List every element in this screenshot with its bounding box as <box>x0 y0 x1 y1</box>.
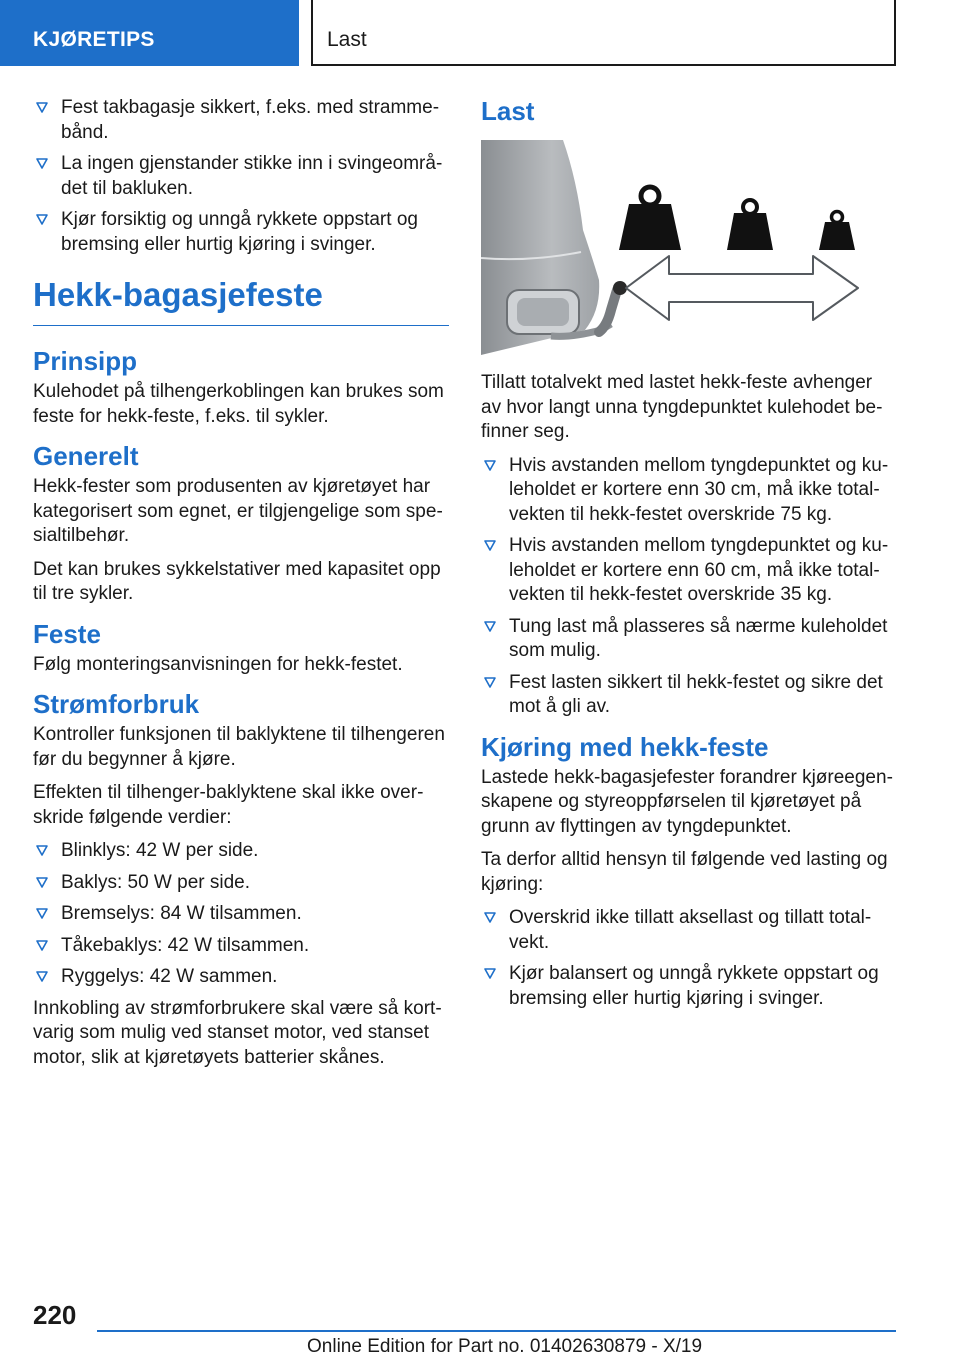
feste-heading: Feste <box>33 618 101 649</box>
stromforbruk-heading: Strømforbruk <box>33 689 200 719</box>
list-item: Overskrid ikke tillatt aksellast og tillatt totalvekt. <box>481 906 897 955</box>
feste-text: Følg monteringsanvisningen for hekk-festet. <box>33 653 403 675</box>
triangle-bullet-icon <box>35 153 49 175</box>
footer-divider <box>97 1330 896 1332</box>
list-item: Ryggelys: 42 W sammen. <box>33 965 449 990</box>
tow-ball <box>613 281 627 295</box>
prinsipp-text: Kulehodet på tilhengerkoblingen kan brukes som feste for hekk-feste, f.eks. til sykler. <box>33 381 444 427</box>
weight-large-icon <box>619 187 681 250</box>
triangle-bullet-icon <box>483 963 497 985</box>
last-text: Tillatt totalvekt med lastet hekk-feste avhenger av hvor langt unna tyngdepunktet kulehodet befinner seg. <box>481 372 883 442</box>
list-item: Hvis avstanden mellom tyngdepunktet og kuleholdet er kortere enn 60 cm, må ikke totalvekten til hekk-festet overskride 35 kg. <box>481 534 897 608</box>
list-item: Tåkebaklys: 42 W tilsammen. <box>33 934 449 959</box>
stromforbruk-text: Effekten til tilhenger-baklyktene skal ikke overskride følgende verdier: <box>33 782 424 828</box>
list-item: Kjør forsiktig og unngå rykkete oppstart og bremsing eller hurtig kjøring i svinger. <box>33 208 449 257</box>
generelt-heading: Generelt <box>33 441 139 471</box>
distance-arrow <box>626 256 858 320</box>
section-label: KJØRETIPS <box>33 28 155 51</box>
tow-hook <box>599 290 617 332</box>
main-heading: Hekk-bagasjefeste <box>33 275 449 326</box>
weight-small-icon <box>819 212 855 251</box>
list-item: La ingen gjenstander stikke inn i svingeområdet til bakluken. <box>33 152 449 201</box>
triangle-bullet-icon <box>35 840 49 862</box>
generelt-text: Det kan brukes sykkelstativer med kapasitet opp til tre sykler. <box>33 558 441 604</box>
list-item: Tung last må plasseres så nærme kuleholdet som mulig. <box>481 615 897 664</box>
stromforbruk-text: Innkobling av strømforbrukere skal være så kortvarig som mulig ved stanset motor, ved stanset motor, slik at kjøretøyets batterier skånes. <box>33 997 442 1068</box>
right-column <box>481 96 897 1018</box>
list-item: Bremselys: 84 W tilsammen. <box>33 902 449 927</box>
page-number: 220 <box>33 1300 77 1330</box>
triangle-bullet-icon <box>483 535 497 557</box>
page-header-title: Last <box>327 28 367 51</box>
driving-bullet-list <box>481 906 897 1011</box>
list-item: Hvis avstanden mellom tyngdepunktet og kuleholdet er kortere enn 30 cm, må ikke totalvekten til hekk-festet overskride 75 kg. <box>481 454 897 528</box>
load-bullet-list <box>481 454 897 720</box>
kjoring-text: Ta derfor alltid hensyn til følgende ved lasting og kjøring: <box>481 849 888 895</box>
list-item: Fest takbagasje sikkert, f.eks. med strammebånd. <box>33 96 449 145</box>
triangle-bullet-icon <box>483 455 497 477</box>
top-bullet-list <box>33 96 449 257</box>
list-item: Blinklys: 42 W per side. <box>33 839 449 864</box>
triangle-bullet-icon <box>35 966 49 988</box>
triangle-bullet-icon <box>483 907 497 929</box>
list-item: Fest lasten sikkert til hekk-festet og sikre det mot å gli av. <box>481 671 897 720</box>
weight-medium-icon <box>727 200 773 250</box>
exhaust-inner <box>517 298 569 326</box>
triangle-bullet-icon <box>35 97 49 119</box>
last-heading: Last <box>481 96 535 126</box>
list-item: Kjør balansert og unngå rykkete oppstart og bremsing eller hurtig kjøring i svinger. <box>481 962 897 1011</box>
triangle-bullet-icon <box>483 672 497 694</box>
triangle-bullet-icon <box>35 872 49 894</box>
power-bullet-list <box>33 839 449 990</box>
list-item: Baklys: 50 W per side. <box>33 871 449 896</box>
page-header <box>311 0 896 66</box>
generelt-text: Hekk-fester som produsenten av kjøretøyet har kategorisert som egnet, er tilgjengelige som spesialtilbehør. <box>33 476 443 546</box>
prinsipp-heading: Prinsipp <box>33 346 138 376</box>
triangle-bullet-icon <box>35 209 49 231</box>
load-distance-illustration <box>481 140 897 355</box>
kjoring-text: Lastede hekk-bagasjefester forandrer kjøreegenskapene og styreoppførselen til kjøretøyet på grunn av flyttingen av tyngdepunktet. <box>481 766 893 837</box>
triangle-bullet-icon <box>35 935 49 957</box>
kjoring-heading: Kjøring med hekk-feste <box>481 731 769 762</box>
left-column <box>33 96 449 1079</box>
stromforbruk-text: Kontroller funksjonen til baklyktene til tilhengeren før du begynner å kjøre. <box>33 724 445 770</box>
triangle-bullet-icon <box>35 903 49 925</box>
triangle-bullet-icon <box>483 616 497 638</box>
footer-edition: Online Edition for Part no. 01402630879 - X/19 <box>307 1336 703 1357</box>
section-tab <box>0 0 299 66</box>
